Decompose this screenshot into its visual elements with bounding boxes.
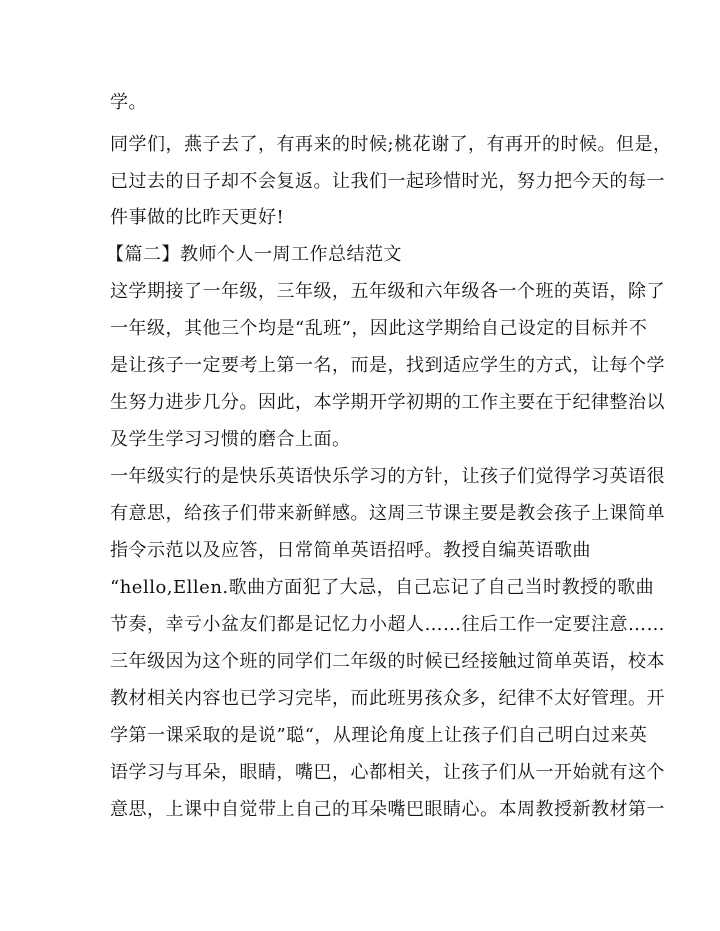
text-line-16: 三年级因为这个班的同学们二年级的时候已经接触过简单英语，校本 <box>110 651 665 672</box>
text-line-2: 同学们，燕子去了，有再来的时候;桃花谢了，有再开的时候。但是， <box>110 134 672 155</box>
text-line-8: 是让孩子一定要考上第一名，而是，找到适应学生的方式，让每个学 <box>110 355 665 376</box>
text-line-19: 语学习与耳朵，眼睛，嘴巴，心都相关，让孩子们从一开始就有这个 <box>110 762 665 783</box>
text-line-15: 节奏，幸亏小盆友们都是记忆力小超人……往后工作一定要注意…… <box>110 614 665 635</box>
text-line-4: 件事做的比昨天更好! <box>110 207 285 228</box>
text-line-3: 已过去的日子却不会复返。让我们一起珍惜时光，努力把今天的每一 <box>110 171 665 192</box>
text-line-11: 一年级实行的是快乐英语快乐学习的方针，让孩子们觉得学习英语很 <box>110 466 665 487</box>
text-line-20: 意思，上课中自觉带上自己的耳朵嘴巴眼睛心。本周教授新教材第一 <box>110 799 665 820</box>
text-line-12: 有意思，给孩子们带来新鲜感。这周三节课主要是教会孩子上课简单 <box>110 503 665 524</box>
text-line-7: 一年级，其他三个均是“乱班”，因此这学期给自己设定的目标并不 <box>110 318 648 339</box>
section-heading: 【篇二】教师个人一周工作总结范文 <box>106 244 402 265</box>
text-line-13: 指令示范以及应答，日常简单英语招呼。教授自编英语歌曲 <box>110 540 591 561</box>
text-line-10: 及学生学习习惯的磨合上面。 <box>110 429 351 450</box>
text-line-6: 这学期接了一年级，三年级，五年级和六年级各一个班的英语，除了 <box>110 281 665 302</box>
text-line-9: 生努力进步几分。因此，本学期开学初期的工作主要在于纪律整治以 <box>110 392 665 413</box>
text-line-18: 学第一课采取的是说”聪“，从理论角度上让孩子们自己明白过来英 <box>110 725 648 746</box>
text-line-1: 学。 <box>110 92 147 113</box>
text-line-17: 教材相关内容也已学习完毕，而此班男孩众多，纪律不太好管理。开 <box>110 688 665 709</box>
text-line-14: “hello,Ellen.歌曲方面犯了大忌，自己忘记了自己当时教授的歌曲 <box>110 577 655 598</box>
